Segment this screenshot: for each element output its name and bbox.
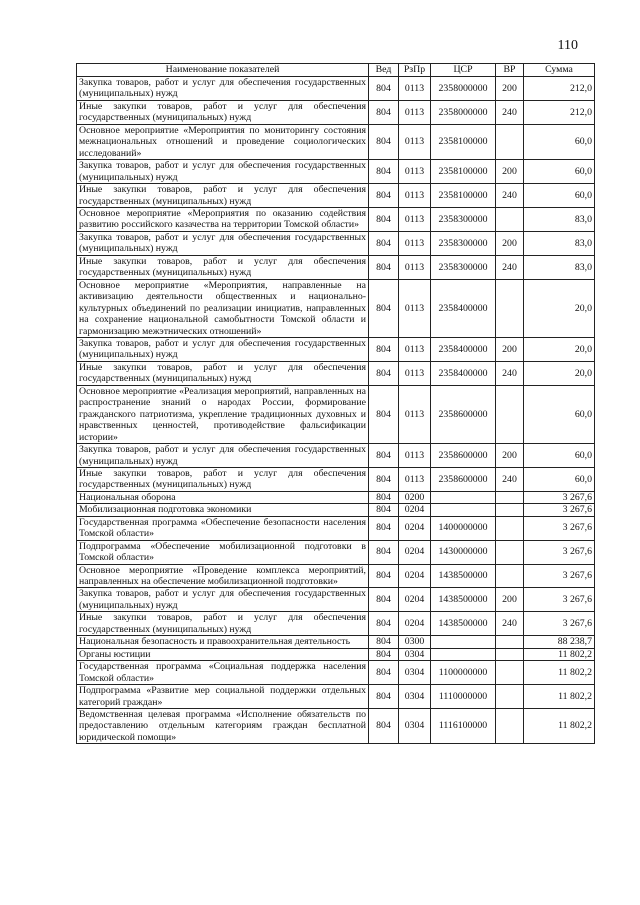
cell-rzpr: 0113 (399, 184, 431, 208)
cell-vr (496, 540, 524, 564)
page-number: 110 (557, 38, 578, 53)
cell-rzpr: 0113 (399, 467, 431, 491)
table-row (77, 279, 595, 337)
table-row (77, 184, 595, 208)
cell-csr (431, 504, 496, 516)
cell-vr (496, 685, 524, 709)
cell-ved: 804 (369, 648, 399, 660)
cell-sum: 83,0 (524, 231, 595, 255)
cell-csr (431, 636, 496, 648)
cell-name: Ведомственная целевая программа «Исполнение обязательств по предоставлению отдельным категориям граждан бесплатной юридической помощи» (77, 709, 369, 744)
cell-sum: 11 802,2 (524, 709, 595, 744)
cell-rzpr: 0113 (399, 337, 431, 361)
cell-ved: 804 (369, 516, 399, 540)
cell-rzpr: 0113 (399, 124, 431, 159)
cell-ved: 804 (369, 491, 399, 503)
cell-csr: 2358300000 (431, 255, 496, 279)
cell-sum: 83,0 (524, 255, 595, 279)
cell-ved: 804 (369, 504, 399, 516)
cell-csr: 1116100000 (431, 709, 496, 744)
cell-ved: 804 (369, 361, 399, 385)
cell-sum: 20,0 (524, 361, 595, 385)
table-row (77, 588, 595, 612)
header-name: Наименование показателей (77, 64, 369, 77)
table-row (77, 709, 595, 744)
cell-sum: 3 267,6 (524, 612, 595, 636)
cell-ved: 804 (369, 685, 399, 709)
cell-sum: 11 802,2 (524, 648, 595, 660)
cell-name: Национальная оборона (77, 491, 369, 503)
cell-ved: 804 (369, 160, 399, 184)
cell-name: Закупка товаров, работ и услуг для обеспечения государственных (муниципальных) нужд (77, 444, 369, 468)
cell-sum: 3 267,6 (524, 516, 595, 540)
cell-vr (496, 207, 524, 231)
cell-name: Органы юстиции (77, 648, 369, 660)
cell-rzpr: 0113 (399, 77, 431, 101)
cell-vr: 200 (496, 444, 524, 468)
cell-sum: 212,0 (524, 100, 595, 124)
cell-name: Иные закупки товаров, работ и услуг для обеспечения государственных (муниципальных) нужд (77, 184, 369, 208)
cell-ved: 804 (369, 100, 399, 124)
cell-name: Закупка товаров, работ и услуг для обеспечения государственных (муниципальных) нужд (77, 160, 369, 184)
cell-csr: 1110000000 (431, 685, 496, 709)
table-row (77, 160, 595, 184)
cell-rzpr: 0113 (399, 444, 431, 468)
cell-vr (496, 279, 524, 337)
cell-vr: 200 (496, 77, 524, 101)
cell-name: Основное мероприятие «Реализация мероприятий, направленных на распространение знаний о народах России, формирование гражданского патриотизма, укрепление традиционных духовных и нравственных ценностей, противодействие фальсификации истории» (77, 385, 369, 443)
cell-sum: 11 802,2 (524, 661, 595, 685)
cell-sum: 3 267,6 (524, 564, 595, 588)
cell-ved: 804 (369, 444, 399, 468)
cell-sum: 88 238,7 (524, 636, 595, 648)
cell-ved: 804 (369, 588, 399, 612)
cell-ved: 804 (369, 709, 399, 744)
cell-csr (431, 491, 496, 503)
table-row (77, 207, 595, 231)
cell-sum: 60,0 (524, 444, 595, 468)
cell-sum: 83,0 (524, 207, 595, 231)
cell-rzpr: 0204 (399, 504, 431, 516)
cell-rzpr: 0113 (399, 361, 431, 385)
cell-vr (496, 709, 524, 744)
header-sum: Сумма (524, 64, 595, 77)
cell-vr: 200 (496, 160, 524, 184)
cell-rzpr: 0113 (399, 279, 431, 337)
cell-name: Закупка товаров, работ и услуг для обеспечения государственных (муниципальных) нужд (77, 588, 369, 612)
cell-ved: 804 (369, 636, 399, 648)
table-row (77, 255, 595, 279)
cell-name: Закупка товаров, работ и услуг для обеспечения государственных (муниципальных) нужд (77, 77, 369, 101)
cell-rzpr: 0304 (399, 685, 431, 709)
cell-csr: 2358400000 (431, 279, 496, 337)
table-row (77, 100, 595, 124)
cell-sum: 3 267,6 (524, 504, 595, 516)
cell-ved: 804 (369, 124, 399, 159)
cell-csr: 1438500000 (431, 612, 496, 636)
cell-name: Закупка товаров, работ и услуг для обеспечения государственных (муниципальных) нужд (77, 231, 369, 255)
table-row (77, 648, 595, 660)
cell-ved: 804 (369, 255, 399, 279)
cell-csr: 2358100000 (431, 124, 496, 159)
cell-sum: 60,0 (524, 467, 595, 491)
table-header-row (77, 64, 595, 77)
cell-sum: 3 267,6 (524, 540, 595, 564)
cell-rzpr: 0300 (399, 636, 431, 648)
table-row (77, 491, 595, 503)
table-row (77, 564, 595, 588)
cell-vr (496, 504, 524, 516)
cell-rzpr: 0204 (399, 540, 431, 564)
table-row (77, 385, 595, 443)
cell-csr: 2358600000 (431, 444, 496, 468)
cell-vr: 240 (496, 184, 524, 208)
cell-rzpr: 0304 (399, 648, 431, 660)
cell-csr: 2358400000 (431, 361, 496, 385)
cell-csr: 1400000000 (431, 516, 496, 540)
cell-ved: 804 (369, 564, 399, 588)
cell-ved: 804 (369, 279, 399, 337)
cell-sum: 60,0 (524, 160, 595, 184)
cell-ved: 804 (369, 231, 399, 255)
table-row (77, 516, 595, 540)
cell-name: Иные закупки товаров, работ и услуг для обеспечения государственных (муниципальных) нужд (77, 612, 369, 636)
cell-csr: 1438500000 (431, 564, 496, 588)
cell-sum: 20,0 (524, 279, 595, 337)
cell-csr: 1430000000 (431, 540, 496, 564)
cell-sum: 3 267,6 (524, 588, 595, 612)
cell-name: Закупка товаров, работ и услуг для обеспечения государственных (муниципальных) нужд (77, 337, 369, 361)
cell-sum: 11 802,2 (524, 685, 595, 709)
cell-rzpr: 0113 (399, 385, 431, 443)
cell-ved: 804 (369, 385, 399, 443)
cell-name: Подпрограмма «Развитие мер социальной поддержки отдельных категорий граждан» (77, 685, 369, 709)
table-row (77, 540, 595, 564)
cell-vr (496, 491, 524, 503)
cell-csr: 2358000000 (431, 100, 496, 124)
table-row (77, 636, 595, 648)
cell-sum: 212,0 (524, 77, 595, 101)
table-row (77, 504, 595, 516)
cell-ved: 804 (369, 184, 399, 208)
cell-name: Национальная безопасность и правоохранительная деятельность (77, 636, 369, 648)
cell-vr: 240 (496, 361, 524, 385)
table-row (77, 231, 595, 255)
cell-vr: 240 (496, 100, 524, 124)
cell-vr (496, 516, 524, 540)
cell-sum: 3 267,6 (524, 491, 595, 503)
cell-ved: 804 (369, 77, 399, 101)
cell-name: Основное мероприятие «Проведение комплекса мероприятий, направленных на обеспечение мобилизационной подготовки» (77, 564, 369, 588)
cell-name: Иные закупки товаров, работ и услуг для обеспечения государственных (муниципальных) нужд (77, 255, 369, 279)
cell-vr (496, 636, 524, 648)
cell-name: Мобилизационная подготовка экономики (77, 504, 369, 516)
cell-csr: 1438500000 (431, 588, 496, 612)
header-vr: ВР (496, 64, 524, 77)
cell-csr: 2358100000 (431, 160, 496, 184)
cell-ved: 804 (369, 337, 399, 361)
header-ved: Вед (369, 64, 399, 77)
cell-name: Основное мероприятие «Мероприятия по мониторингу состояния межнациональных отношений и проведение социологических исследований» (77, 124, 369, 159)
cell-rzpr: 0113 (399, 100, 431, 124)
table-row (77, 444, 595, 468)
cell-rzpr: 0113 (399, 255, 431, 279)
cell-sum: 60,0 (524, 184, 595, 208)
cell-vr (496, 648, 524, 660)
cell-vr: 240 (496, 467, 524, 491)
table-body (77, 77, 595, 744)
cell-csr: 2358600000 (431, 385, 496, 443)
table-row (77, 467, 595, 491)
cell-rzpr: 0204 (399, 612, 431, 636)
cell-rzpr: 0304 (399, 709, 431, 744)
cell-csr: 2358300000 (431, 231, 496, 255)
cell-name: Основное мероприятие «Мероприятия по оказанию содействия развитию российского казачества на территории Томской области» (77, 207, 369, 231)
table-row (77, 685, 595, 709)
header-csr: ЦСР (431, 64, 496, 77)
cell-csr: 2358400000 (431, 337, 496, 361)
cell-name: Иные закупки товаров, работ и услуг для обеспечения государственных (муниципальных) нужд (77, 100, 369, 124)
budget-table (76, 63, 595, 744)
cell-ved: 804 (369, 661, 399, 685)
cell-ved: 804 (369, 467, 399, 491)
cell-name: Подпрограмма «Обеспечение мобилизационной подготовки в Томской области» (77, 540, 369, 564)
cell-rzpr: 0204 (399, 588, 431, 612)
cell-vr (496, 564, 524, 588)
cell-sum: 60,0 (524, 385, 595, 443)
cell-vr: 200 (496, 231, 524, 255)
cell-csr (431, 648, 496, 660)
table-row (77, 124, 595, 159)
cell-vr (496, 124, 524, 159)
cell-ved: 804 (369, 207, 399, 231)
cell-rzpr: 0304 (399, 661, 431, 685)
cell-name: Иные закупки товаров, работ и услуг для обеспечения государственных (муниципальных) нужд (77, 467, 369, 491)
header-rzpr: РзПр (399, 64, 431, 77)
cell-csr: 2358000000 (431, 77, 496, 101)
cell-vr: 240 (496, 255, 524, 279)
table-row (77, 361, 595, 385)
cell-ved: 804 (369, 612, 399, 636)
table-row (77, 77, 595, 101)
cell-csr: 2358100000 (431, 184, 496, 208)
cell-rzpr: 0200 (399, 491, 431, 503)
cell-vr: 200 (496, 588, 524, 612)
cell-rzpr: 0204 (399, 564, 431, 588)
cell-rzpr: 0204 (399, 516, 431, 540)
cell-csr: 1100000000 (431, 661, 496, 685)
cell-ved: 804 (369, 540, 399, 564)
cell-name: Иные закупки товаров, работ и услуг для обеспечения государственных (муниципальных) нужд (77, 361, 369, 385)
cell-rzpr: 0113 (399, 160, 431, 184)
cell-vr (496, 661, 524, 685)
table-row (77, 612, 595, 636)
cell-name: Основное мероприятие «Мероприятия, направленные на активизацию деятельности общественных и национально-культурных объединений по реализации инициатив, направленных на сохранение национальной самобытности Томской области и гармонизацию межэтнических отношений» (77, 279, 369, 337)
cell-rzpr: 0113 (399, 207, 431, 231)
table-row (77, 337, 595, 361)
cell-csr: 2358300000 (431, 207, 496, 231)
cell-name: Государственная программа «Социальная поддержка населения Томской области» (77, 661, 369, 685)
cell-rzpr: 0113 (399, 231, 431, 255)
cell-sum: 20,0 (524, 337, 595, 361)
table-row (77, 661, 595, 685)
cell-vr (496, 385, 524, 443)
cell-vr: 200 (496, 337, 524, 361)
cell-vr: 240 (496, 612, 524, 636)
cell-csr: 2358600000 (431, 467, 496, 491)
cell-name: Государственная программа «Обеспечение безопасности населения Томской области» (77, 516, 369, 540)
cell-sum: 60,0 (524, 124, 595, 159)
